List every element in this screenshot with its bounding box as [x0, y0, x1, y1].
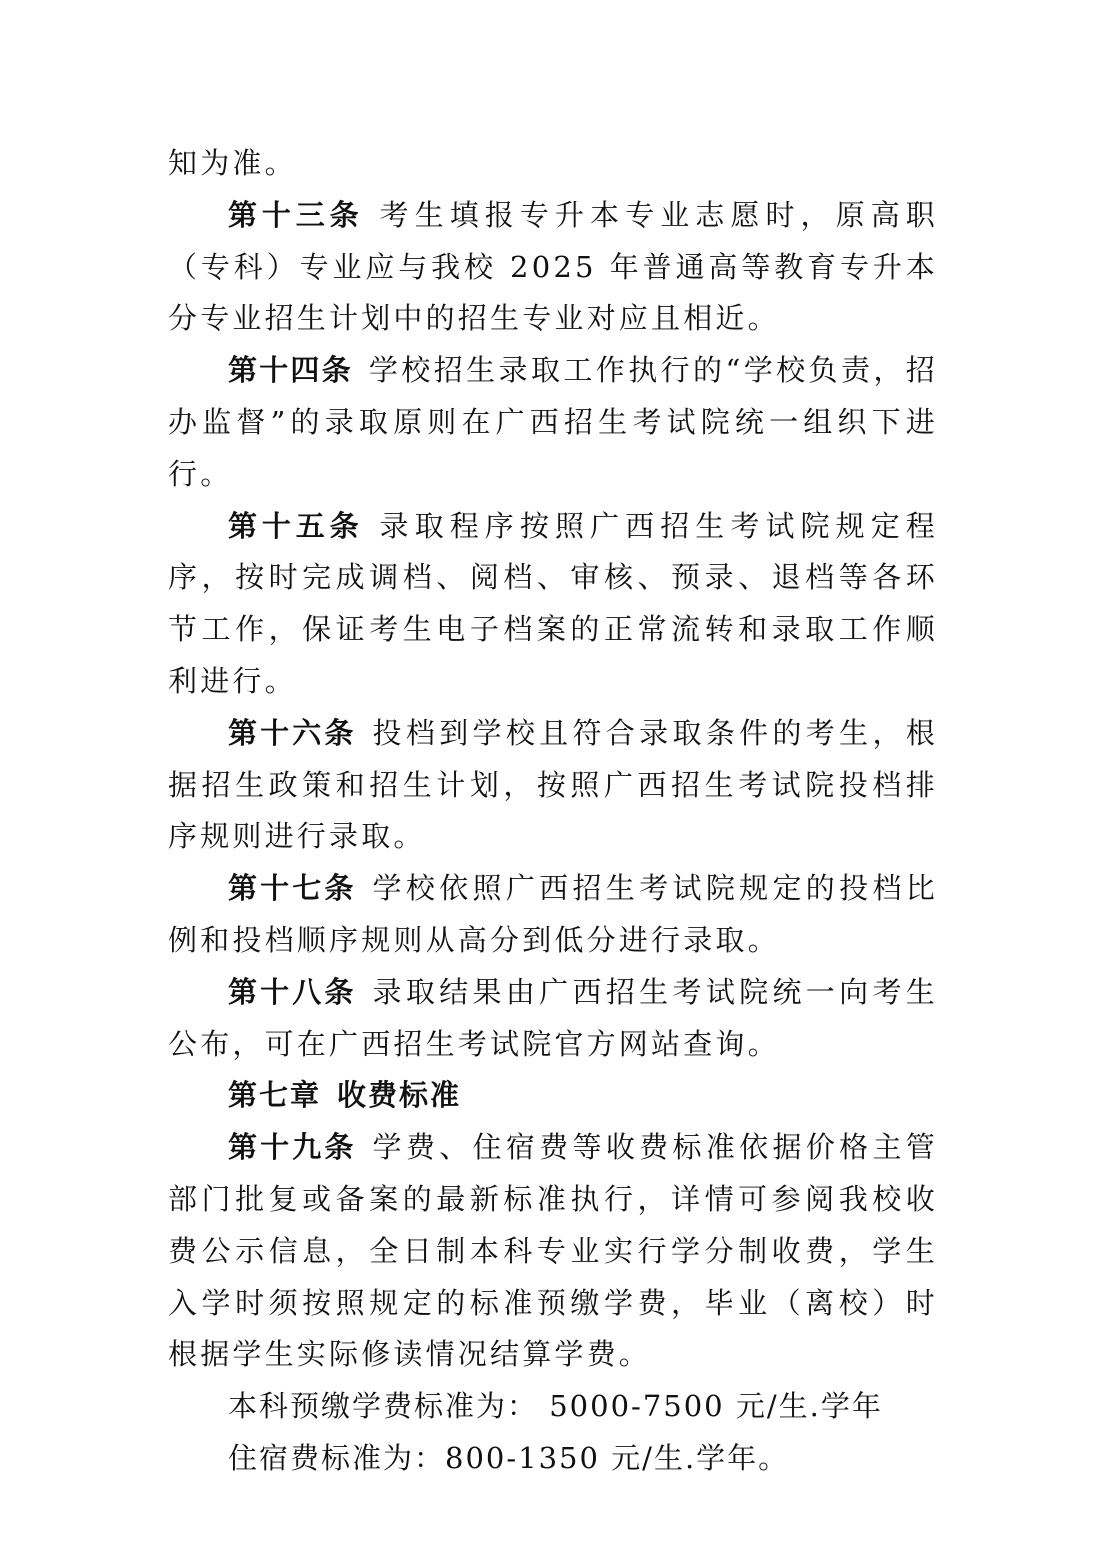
- article-16: [168, 708, 938, 863]
- article-16-text: 投档到学校且符合录取条件的考生，根据招生政策和招生计划，按照广西招生考试院投档排序规则进行录取。: [168, 715, 938, 854]
- article-13: [168, 190, 938, 345]
- article-14-text: 学校招生录取工作执行的“学校负责，招办监督”的录取原则在广西招生考试院统一组织下进行。: [168, 353, 938, 491]
- article-14-label: 第十四条: [228, 353, 353, 388]
- continued-paragraph: [168, 138, 938, 190]
- article-15: [168, 501, 938, 708]
- article-13-text: 考生填报专升本专业志愿时，原高职（专科）专业应与我校 2025 年普通高等教育专升本分专业招生计划中的招生专业对应且相近。: [168, 197, 938, 336]
- article-18-label: 第十八条: [228, 974, 357, 1009]
- article-19-text: 学费、住宿费等收费标准依据价格主管部门批复或备案的最新标准执行，详情可参阅我校收费公示信息，全日制本科专业实行学分制收费，学生入学时须按照规定的标准预缴学费，毕业（离校）时根据学生实际修读情况结算学费。: [168, 1130, 938, 1372]
- chapter-heading: [168, 1070, 938, 1122]
- article-17-text: 学校依照广西招生考试院规定的投档比例和投档顺序规则从高分到低分进行录取。: [168, 871, 938, 957]
- article-16-label: 第十六条: [228, 715, 357, 750]
- tuition-fee-line: 本科预缴学费标准为： 5000-7500 元/生.学年: [228, 1389, 883, 1424]
- accommodation-fee-line: 住宿费标准为：800-1350 元/生.学年。: [228, 1440, 790, 1475]
- article-15-text: 录取程序按照广西招生考试院规定程序，按时完成调档、阅档、审核、预录、退档等各环节工作，保证考生电子档案的正常流转和录取工作顺利进行。: [168, 508, 938, 698]
- article-14: [168, 345, 938, 500]
- chapter-title: 收费标准: [337, 1078, 462, 1113]
- article-17: [168, 863, 938, 967]
- article-18-text: 录取结果由广西招生考试院统一向考生公布，可在广西招生考试院官方网站查询。: [168, 974, 938, 1061]
- article-19: [168, 1122, 938, 1381]
- article-19-label: 第十九条: [228, 1130, 357, 1165]
- article-18: [168, 967, 938, 1071]
- article-13-label: 第十三条: [228, 197, 364, 232]
- continued-text: 知为准。: [168, 146, 297, 180]
- article-15-label: 第十五条: [228, 508, 364, 543]
- article-17-label: 第十七条: [228, 871, 357, 906]
- chapter-number: 第七章: [228, 1078, 322, 1113]
- document-page: [168, 138, 938, 1485]
